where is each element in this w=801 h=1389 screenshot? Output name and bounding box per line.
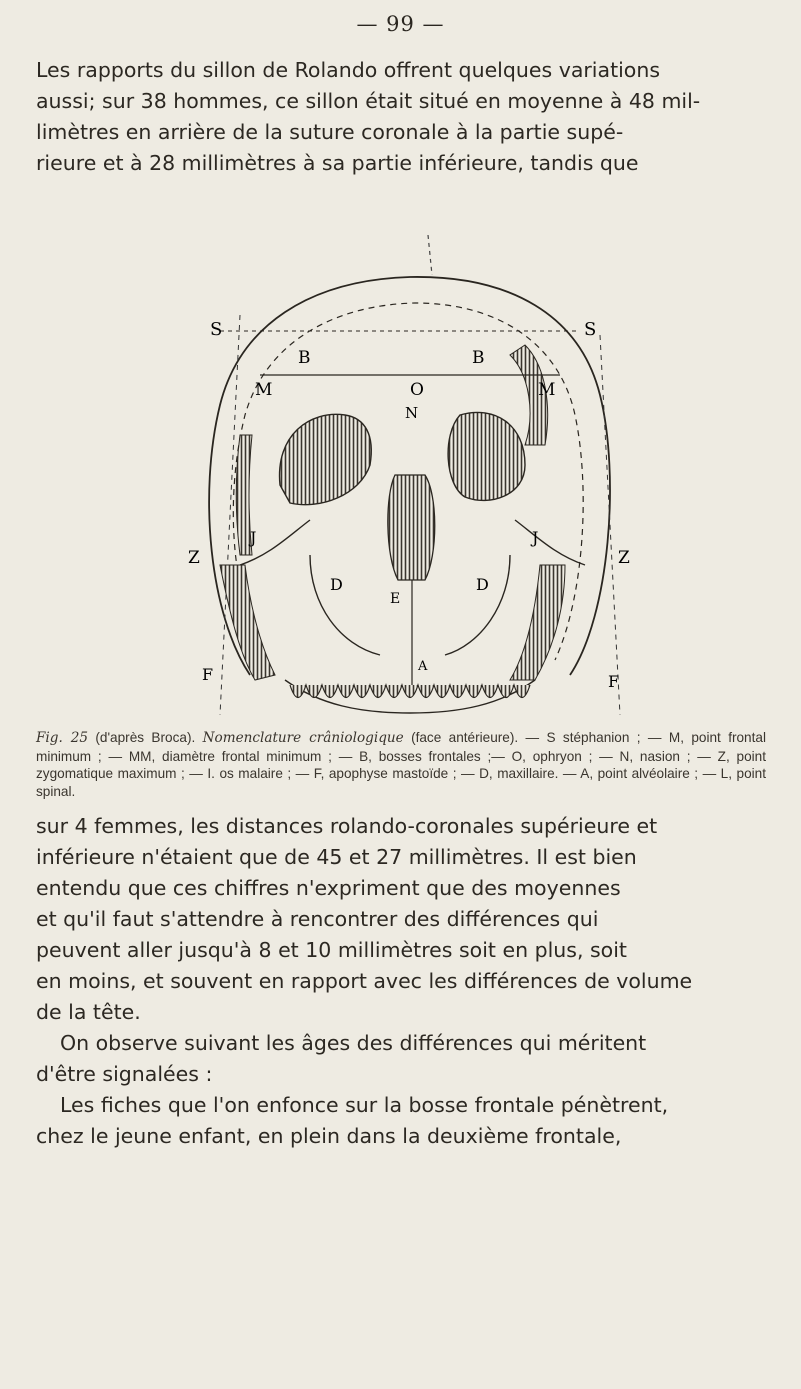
text-line: aussi; sur 38 hommes, ce sillon était situé en moyenne à 48 mil- bbox=[36, 89, 701, 113]
figure-caption bbox=[36, 729, 766, 800]
label-m-right: M bbox=[538, 380, 556, 400]
label-e: E bbox=[390, 591, 401, 607]
text-line: Les rapports du sillon de Rolando offrent quelques variations bbox=[36, 58, 661, 82]
label-o: O bbox=[410, 380, 424, 400]
label-s-left: S bbox=[210, 319, 223, 340]
text-line: sur 4 femmes, les distances rolando-coronales supérieure et bbox=[36, 814, 658, 838]
text-line: Les fiches que l'on enfonce sur la bosse frontale pénètrent, bbox=[60, 1093, 669, 1117]
text-line: peuvent aller jusqu'à 8 et 10 millimètres soit en plus, soit bbox=[36, 938, 627, 962]
page-number: — 99 — bbox=[356, 12, 445, 36]
label-f-left: F bbox=[202, 665, 214, 684]
caption-fig-ref: Fig. 25 bbox=[36, 730, 89, 746]
paragraph-bottom bbox=[36, 811, 766, 1152]
label-z-right: Z bbox=[618, 548, 630, 568]
text-line: On observe suivant les âges des différences qui méritent bbox=[60, 1031, 647, 1055]
caption-rest: (face antérieure). — S stéphanion ; — M, point frontal minimum ; — MM, diamètre frontal minimum ; — B, bosses frontales ;— O, ophryon ; — N, nasion ; — Z, point zygomatique maximum ; — I. os malaire ; — F, apophyse mastoïde ; — D, maxillaire. — A, point alvéolaire ; — L, point spinal. bbox=[36, 730, 766, 799]
label-n: N bbox=[405, 404, 419, 422]
skull-illustration bbox=[180, 235, 640, 725]
label-z-left: Z bbox=[188, 548, 200, 568]
label-b-left: B bbox=[298, 348, 311, 368]
label-f-right: F bbox=[608, 672, 620, 691]
text-line: de la tête. bbox=[36, 1000, 141, 1024]
text-line: chez le jeune enfant, en plein dans la deuxième frontale, bbox=[36, 1124, 622, 1148]
text-line: en moins, et souvent en rapport avec les différences de volume bbox=[36, 969, 693, 993]
text-line: d'être signalées : bbox=[36, 1062, 213, 1086]
text-line: limètres en arrière de la suture coronale à la partie supé- bbox=[36, 120, 624, 144]
label-j-right: J bbox=[532, 528, 539, 547]
label-b-right: B bbox=[472, 348, 485, 368]
text-line: et qu'il faut s'attendre à rencontrer des différences qui bbox=[36, 907, 599, 931]
label-d-right: D bbox=[476, 575, 489, 594]
text-line: rieure et à 28 millimètres à sa partie inférieure, tandis que bbox=[36, 151, 639, 175]
label-j-left: J bbox=[250, 528, 257, 547]
label-a: A bbox=[418, 659, 428, 674]
caption-source: (d'après Broca). bbox=[88, 730, 203, 745]
label-s-right: S bbox=[584, 319, 597, 340]
caption-title: Nomenclature crâniologique bbox=[202, 730, 404, 746]
skull-figure bbox=[180, 235, 640, 725]
label-m-left: M bbox=[255, 380, 273, 400]
text-line: inférieure n'étaient que de 45 et 27 millimètres. Il est bien bbox=[36, 845, 637, 869]
label-d-left: D bbox=[330, 575, 343, 594]
paragraph-top bbox=[36, 55, 766, 179]
text-line: entendu que ces chiffres n'expriment que des moyennes bbox=[36, 876, 621, 900]
